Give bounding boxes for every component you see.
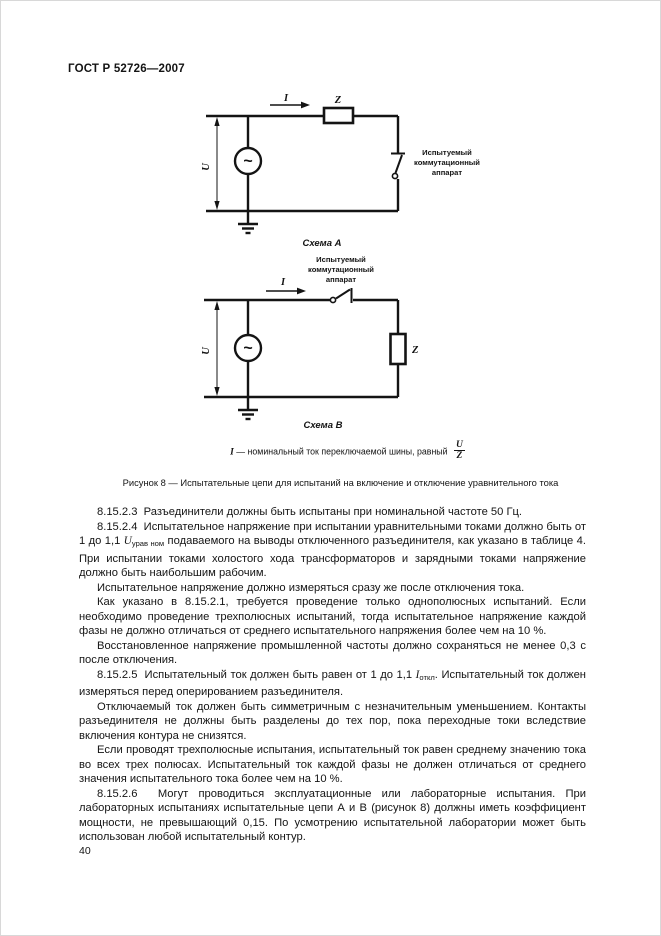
page-number: 40	[79, 845, 91, 857]
dimension-arrow-down	[214, 201, 219, 210]
scheme-b-wires	[204, 300, 398, 397]
note-symbol: I	[230, 447, 234, 458]
current-label: I	[280, 277, 286, 288]
dimension-arrow-down	[214, 387, 219, 396]
current-arrow-icon	[266, 288, 306, 295]
dimension-arrow-up	[214, 301, 219, 310]
impedance-box	[391, 334, 406, 364]
voltage-dimension-line	[214, 117, 219, 210]
impedance-label: Z	[334, 95, 342, 106]
device-under-test-label	[414, 148, 480, 177]
device-under-test-label	[308, 255, 374, 284]
scheme-a-diagram	[186, 89, 486, 251]
device-label-line: аппарат	[431, 168, 463, 177]
switch-icon	[330, 288, 351, 303]
scheme-b-caption: Схема B	[303, 420, 343, 431]
impedance-box	[324, 108, 353, 123]
paragraph: 8.15.2.5 Испытательный ток должен быть равен от 1 до 1,1 Iоткл. Испытательный ток должен измеряться перед оперированием разъединителя.	[79, 668, 586, 698]
document-title: ГОСТ Р 52726—2007	[68, 63, 185, 75]
voltage-label: U	[201, 347, 212, 355]
current-label: I	[283, 93, 289, 104]
paragraph: Если проводят трехполюсные испытания, испытательный ток равен среднему значению тока во всех трех полюсах. Испытательный ток каждой фазы не должен отличаться от среднего значения испытательного тока более чем на 10 %.	[79, 744, 586, 785]
fraction-denominator: Z	[454, 450, 465, 461]
voltage-label: U	[201, 163, 212, 171]
paragraph: Как указано в 8.15.2.1, требуется проведение только однополюсных испытаний. Если необходимо проведение трехполюсных испытаний, тогда испытательное напряжение каждой фазы не должно отличаться от среднего испытательного напряжения более чем на 10 %.	[79, 596, 586, 637]
fraction-numerator: U	[456, 440, 463, 450]
ac-source-symbol: ~	[243, 153, 253, 170]
device-label-line: Испытуемый	[422, 148, 472, 157]
fraction-u-over-z	[454, 440, 465, 462]
device-label-line: коммутационный	[414, 158, 480, 167]
ground-icon	[238, 211, 258, 233]
paragraph: 8.15.2.3 Разъединители должны быть испытаны при номинальной частоте 50 Гц.	[97, 506, 523, 518]
body-paragraphs	[79, 505, 586, 845]
ac-source-symbol: ~	[243, 340, 253, 357]
device-label-line: аппарат	[325, 275, 357, 284]
note-text: — номинальный ток переключаемой шины, равный	[236, 446, 448, 457]
device-label-line: Испытуемый	[316, 255, 366, 264]
paragraph: Испытательное напряжение должно измеряться сразу же после отключения тока.	[97, 581, 525, 594]
impedance-label: Z	[412, 345, 419, 356]
scheme-a-caption: Схема A	[302, 238, 342, 249]
figure-caption: Рисунок 8 — Испытательные цепи для испытаний на включение и отключение уравнительного тока	[122, 477, 559, 488]
paragraph: 8.15.2.4 Испытательное напряжение при испытании уравнительными токами должно быть от 1 до 1,1 Uурав ном подаваемого на выводы отключенного разъединителя, как указано в таблице 4. При испытании токами холостого хода трансформаторов и зарядными токами напряжение должно быть наибольшим рабочим.	[79, 520, 586, 579]
paragraph: 8.15.2.6 Могут проводиться эксплуатационные или лабораторные испытания. При лабораторных испытаниях испытательные цепи А и В (рисунок 8) должны иметь коэффициент мощности, не превышающий 0,15. По усмотрению испытательной лаборатории может быть использован любой испытательный контур.	[79, 787, 586, 843]
paragraph: Отключаемый ток должен быть симметричным с незначительным уменьшением. Контакты разъединителя не должны быть разделены до тех пор, пока переходные токи вследствие включения контура не снизятся.	[79, 700, 586, 742]
paragraph: Восстановленное напряжение промышленной частоты должно сохраняться не менее 0,3 с после отключения.	[79, 639, 586, 666]
dimension-arrow-up	[214, 117, 219, 126]
figure-note	[35, 441, 660, 463]
current-arrow-icon	[270, 102, 310, 109]
ground-icon	[238, 397, 258, 419]
device-label-line: коммутационный	[308, 265, 374, 274]
switch-icon	[391, 154, 405, 179]
voltage-dimension-line	[214, 301, 219, 396]
scheme-b-diagram	[186, 251, 486, 433]
